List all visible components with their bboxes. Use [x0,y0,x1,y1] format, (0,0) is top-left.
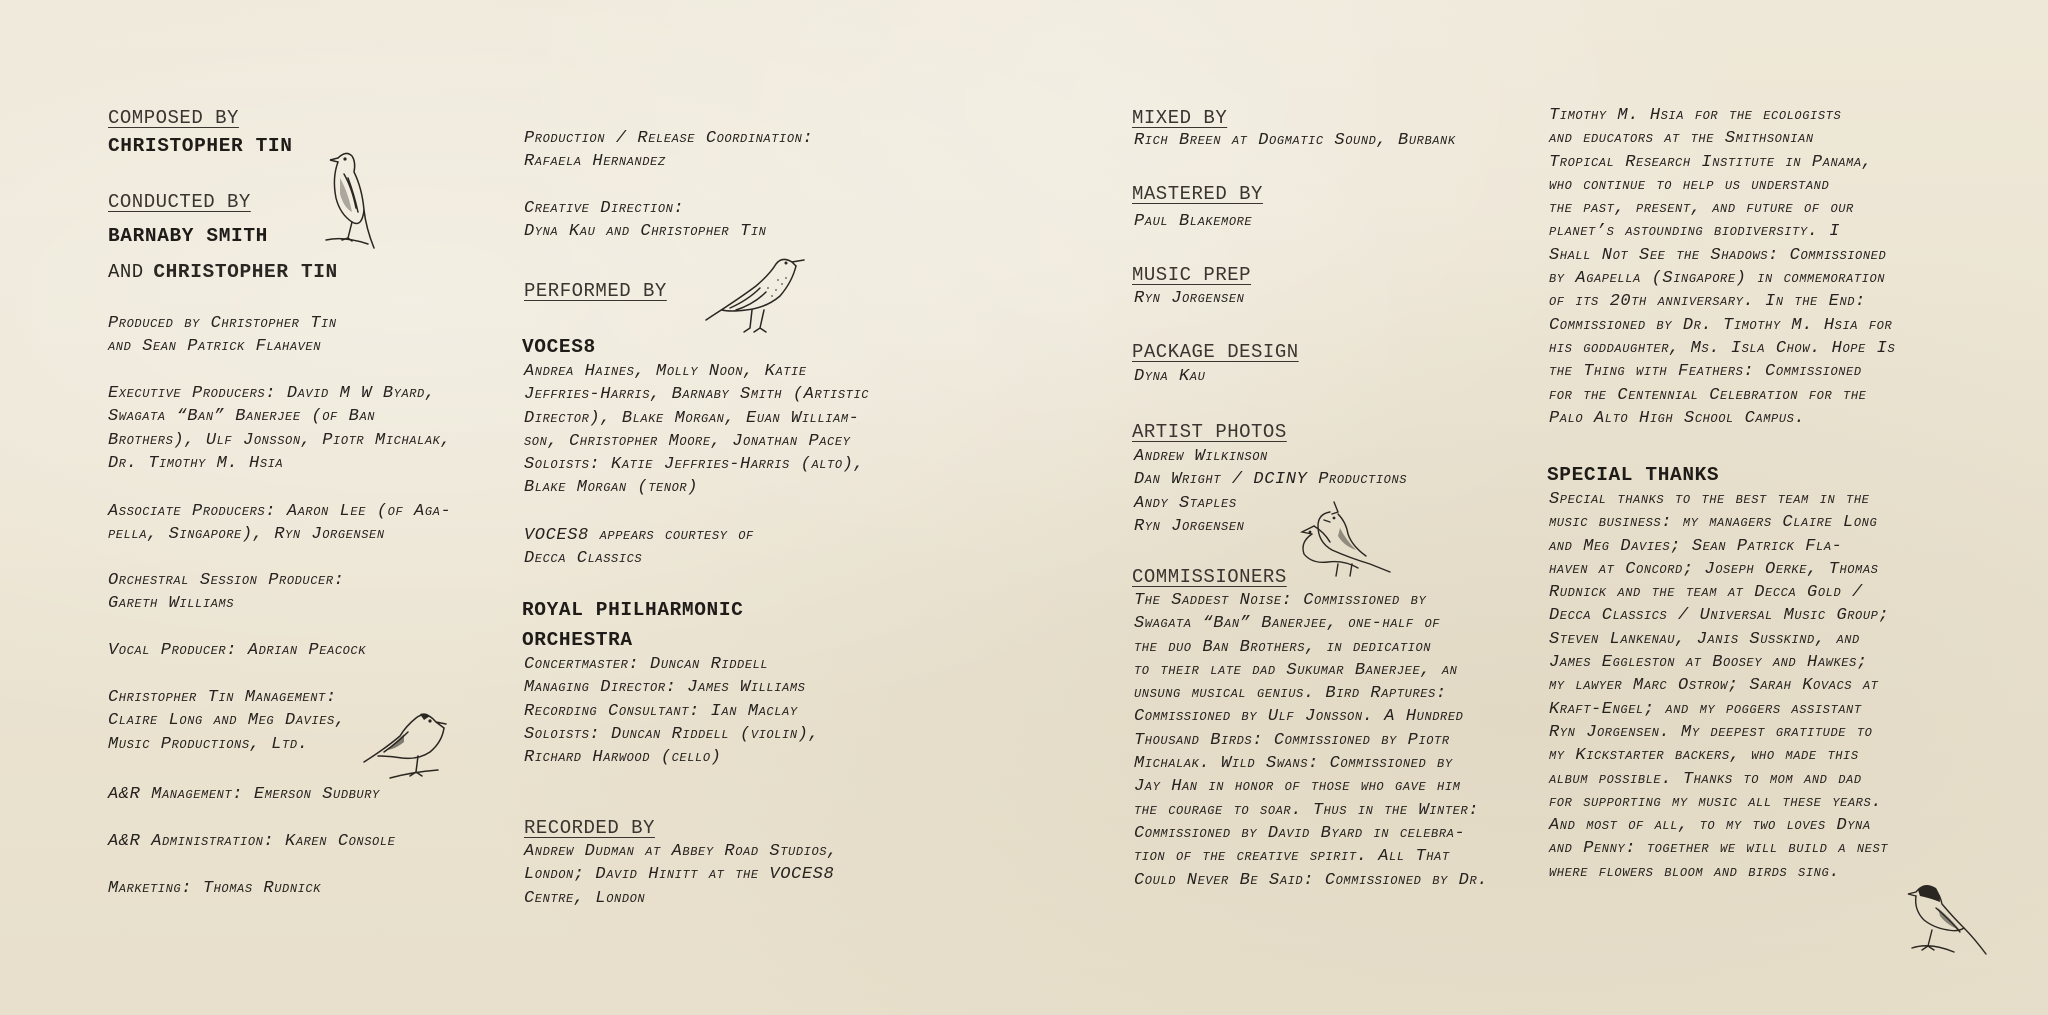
marketing: Marketing: Thomas Rudnick [108,879,322,898]
small-bird-icon [360,706,452,788]
mixed-by-heading: MIXED BY [1132,107,1228,129]
rpo-name-line-1: ROYAL PHILHARMONIC [522,599,744,621]
conductor-name-2: CHRISTOPHER TIN [153,261,338,283]
rpo-details: Concertmaster: Duncan Riddell Managing Director: James Williams Recording Consultant: Ian Maclay Soloists: Duncan Riddell (violin), Richard Harwood (cello) [524,655,820,768]
special-thanks-heading: SPECIAL THANKS [1547,464,1720,486]
performed-by-heading: PERFORMED BY [524,280,667,302]
package-design-heading: PACKAGE DESIGN [1132,341,1299,363]
ar-management: A&R Management: Emerson Sudbury [108,785,380,804]
package-design: Dyna Kau [1134,367,1206,386]
recorded-by: Andrew Dudman at Abbey Road Studios, London; David Hinitt at the VOCES8 Centre, London [524,842,838,908]
creative-direction: Creative Direction: Dyna Kau and Christopher Tin [524,199,767,242]
music-prep-heading: MUSIC PREP [1132,264,1252,286]
voces8-courtesy: VOCES8 appears courtesy of Decca Classics [524,526,754,569]
conductor-name-1: BARNABY SMITH [108,225,268,247]
two-birds-icon [1294,498,1394,582]
management: Christopher Tin Management: Claire Long and Meg Davies, Music Productions, Ltd. [108,688,346,754]
mastered-by-heading: MASTERED BY [1132,183,1263,205]
special-thanks: Special thanks to the best team in the music business: my managers Claire Long and Meg Davies; Sean Patrick Fla- haven at Concord; Joseph Oerke, Thomas Rudnick and the team at Decca Gold / Decca Classics / Universal Music Group; Steven Lankenau, Janis Susskind, and James Eggleston at Boosey and Hawkes; my lawyer Marc Ostrow; Sarah Kovacs at Kraft-Engel; and my poggers assistant Ryn Jorgensen. My deepest gratitude to my Kickstarter backers, who made this album possible. Thanks to mom and dad for supporting my music all these years. And most of all, to my two loves Dyna and Penny: together we will build a nest where flowers bloom and birds sing. [1549,490,1890,882]
perched-bird-icon [318,148,380,256]
vocal-producer: Vocal Producer: Adrian Peacock [108,641,367,660]
composed-by-heading: COMPOSED BY [108,107,239,129]
artist-photos-heading: ARTIST PHOTOS [1132,421,1287,443]
artist-photos: Andrew Wilkinson Dan Wright / DCINY Productions Andy Staples Ryn Jorgensen [1134,447,1408,536]
produced-by: Produced by Christopher Tin and Sean Patrick Flahaven [108,314,337,357]
music-prep: Ryn Jorgensen [1134,289,1245,308]
recorded-by-heading: RECORDED BY [524,817,655,839]
perched-bird-icon [1906,880,1990,962]
voces8-name: VOCES8 [522,336,596,358]
conducted-by-heading: CONDUCTED BY [108,191,251,213]
mixed-by: Rich Breen at Dogmatic Sound, Burbank [1134,131,1456,150]
commissioners: The Saddest Noise: Commissioned by Swagata “Ban” Banerjee, one-half of the duo Ban Brothers, in dedication to their late dad Sukumar Banerjee, an unsung musical genius. Bird Raptures: Commissioned by Ulf Jonsson. A Hundred Thousand Birds: Commissioned by Piotr Michalak. Wild Swans: Commissioned by Jay Han in honor of those who gave him the courage to soar. Thus in the Winter: Commissioned by David Byard in celebra- tion of the creative spirit. All That Could Never Be Said: Commissioned by Dr. [1134,591,1489,890]
associate-producers: Associate Producers: Aaron Lee (of Aga- pella, Singapore), Ryn Jorgensen [108,502,452,545]
commissioners-continued: Timothy M. Hsia for the ecologists and educators at the Smithsonian Tropical Research Institute in Panama, who continue to help us understand the past, present, and future of our planet’s astounding biodiversity. I Shall Not See the Shadows: Commissioned by Agapella (Singapore) in commemoration of its 20th anniversary. In the End: Commissioned by Dr. Timothy M. Hsia for his goddaughter, Ms. Isla Chow. Hope Is the Thing with Feathers: Commissioned for the Centennial Celebration for the Palo Alto High School Campus. [1549,106,1896,428]
conductor-line-2 [108,261,338,283]
ar-administration: A&R Administration: Karen Console [108,832,396,851]
orchestral-session-producer: Orchestral Session Producer: Gareth Williams [108,571,345,614]
mastered-by: Paul Blakemore [1134,212,1253,231]
voces8-members: Andrea Haines, Molly Noon, Katie Jeffries-Harris, Barnaby Smith (Artistic Director), Blake Morgan, Euan William- son, Christopher Moore, Jonathan Pacey Soloists: Katie Jeffries-Harris (alto), Blake Morgan (tenor) [524,362,870,498]
production-release-coordination: Production / Release Coordination: Rafaela Hernandez [524,129,814,172]
conductor-and: AND [108,261,144,283]
commissioners-heading: COMMISSIONERS [1132,566,1287,588]
rpo-name-line-2: ORCHESTRA [522,629,633,651]
thrush-bird-icon [700,252,808,336]
composer-name: CHRISTOPHER TIN [108,135,293,157]
executive-producers: Executive Producers: David M W Byard, Swagata “Ban” Banerjee (of Ban Brothers), Ulf Jonsson, Piotr Michalak, Dr. Timothy M. Hsia [108,384,452,473]
